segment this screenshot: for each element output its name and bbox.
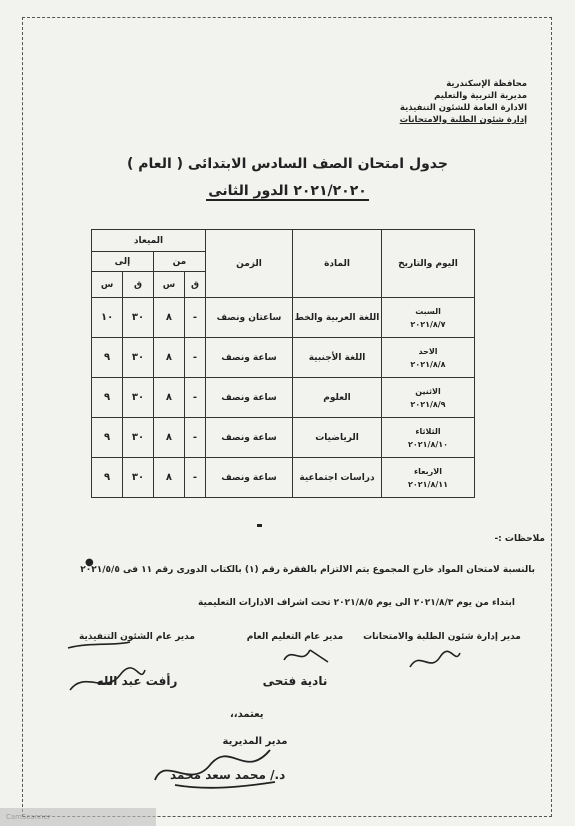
stray-mark — [257, 524, 262, 527]
col-to-header: إلى — [92, 252, 154, 272]
exam-schedule-table — [91, 229, 475, 498]
signature-name: نادية فتحى — [262, 674, 328, 688]
header-line: إدارة شئون الطلبة والامتحانات — [399, 115, 527, 125]
to-s-cell: ١٠ — [92, 298, 123, 338]
to-s-cell: ٩ — [92, 458, 123, 498]
day-cell: الاحد ٢٠٢١/٨/٨ — [382, 338, 475, 378]
to-s-cell: ٩ — [92, 338, 123, 378]
subject-cell: اللغة الأجنبية — [293, 338, 382, 378]
document-subtitle: ٢٠٢١/٢٠٢٠ الدور الثانى — [208, 183, 367, 199]
col-day-header: اليوم والتاريخ — [382, 230, 475, 298]
day-cell: السبت ٢٠٢١/٨/٧ — [382, 298, 475, 338]
handwritten-signature — [280, 640, 340, 670]
subject-cell: العلوم — [293, 378, 382, 418]
day-cell: الثلاثاء ٢٠٢١/٨/١٠ — [382, 418, 475, 458]
table-row — [92, 338, 475, 378]
time-cell: ساعة ونصف — [206, 378, 293, 418]
director-name: د./ محمد سعد محمد — [170, 768, 286, 782]
signature-role: مدير عام الشئون التنفيذية — [79, 632, 195, 642]
note-line: بالنسبة لامتحان المواد خارج المجموع يتم الالتزام بالفقرة رقم (١) بالكتاب الدورى رقم ١١ فى ٢٠٢١/٥/٥ — [80, 565, 535, 575]
from-q-cell: - — [185, 418, 206, 458]
handwritten-signature — [405, 645, 465, 675]
col-q-header: ق — [185, 272, 206, 298]
signature-role: مدير عام التعليم العام — [246, 632, 344, 642]
note-line: ابتداء من يوم ٢٠٢١/٨/٣ الى يوم ٢٠٢١/٨/٥ تحت اشراف الادارات التعليمية — [198, 598, 515, 608]
header-line: محافظة الإسكندرية — [446, 79, 527, 89]
table-row — [92, 378, 475, 418]
document-title: جدول امتحان الصف السادس الابتدائى ( العام ) — [127, 156, 448, 172]
signature-role: مدير إدارة شئون الطلبة والامتحانات — [363, 632, 521, 642]
from-q-cell: - — [185, 298, 206, 338]
subject-cell: دراسات اجتماعية — [293, 458, 382, 498]
col-s-header: س — [92, 272, 123, 298]
table-row — [92, 298, 475, 338]
time-cell: ساعة ونصف — [206, 458, 293, 498]
from-q-cell: - — [185, 338, 206, 378]
camscanner-watermark: CamScanner — [0, 808, 156, 826]
to-s-cell: ٩ — [92, 418, 123, 458]
handwritten-signature — [60, 640, 150, 700]
approval-label: يعتمد،، — [230, 709, 264, 720]
from-s-cell: ٨ — [153, 418, 184, 458]
col-time-header: الزمن — [206, 230, 293, 298]
day-cell: الاثنين ٢٠٢١/٨/٩ — [382, 378, 475, 418]
to-s-cell: ٩ — [92, 378, 123, 418]
from-q-cell: - — [185, 458, 206, 498]
from-s-cell: ٨ — [153, 458, 184, 498]
signature-block — [357, 632, 527, 642]
table-row — [92, 418, 475, 458]
from-s-cell: ٨ — [153, 338, 184, 378]
time-cell: ساعة ونصف — [206, 418, 293, 458]
notes-header: ملاحظات :- — [494, 534, 545, 544]
day-cell: الاربعاء ٢٠٢١/٨/١١ — [382, 458, 475, 498]
from-s-cell: ٨ — [153, 378, 184, 418]
to-q-cell: ٣٠ — [123, 458, 154, 498]
col-schedule-header: الميعاد — [92, 230, 206, 252]
to-q-cell: ٣٠ — [123, 298, 154, 338]
signature-name: رأفت عبد الله — [96, 674, 178, 688]
col-q-header: ق — [123, 272, 154, 298]
ministry-header — [347, 78, 527, 126]
bullet-icon: ● — [85, 557, 94, 568]
to-q-cell: ٣٠ — [123, 418, 154, 458]
header-line: مديرية التربية والتعليم — [434, 91, 527, 101]
time-cell: ساعة ونصف — [206, 338, 293, 378]
from-s-cell: ٨ — [153, 298, 184, 338]
subject-cell: الرياضيات — [293, 418, 382, 458]
time-cell: ساعتان ونصف — [206, 298, 293, 338]
director-title: مدير المديرية — [222, 736, 288, 747]
col-s-header: س — [153, 272, 184, 298]
to-q-cell: ٣٠ — [123, 338, 154, 378]
col-from-header: من — [153, 252, 205, 272]
from-q-cell: - — [185, 378, 206, 418]
table-row — [92, 458, 475, 498]
to-q-cell: ٣٠ — [123, 378, 154, 418]
subject-cell: اللغة العربية والخط — [293, 298, 382, 338]
header-line: الادارة العامة للشئون التنفيذية — [399, 103, 527, 113]
col-subject-header: المادة — [293, 230, 382, 298]
